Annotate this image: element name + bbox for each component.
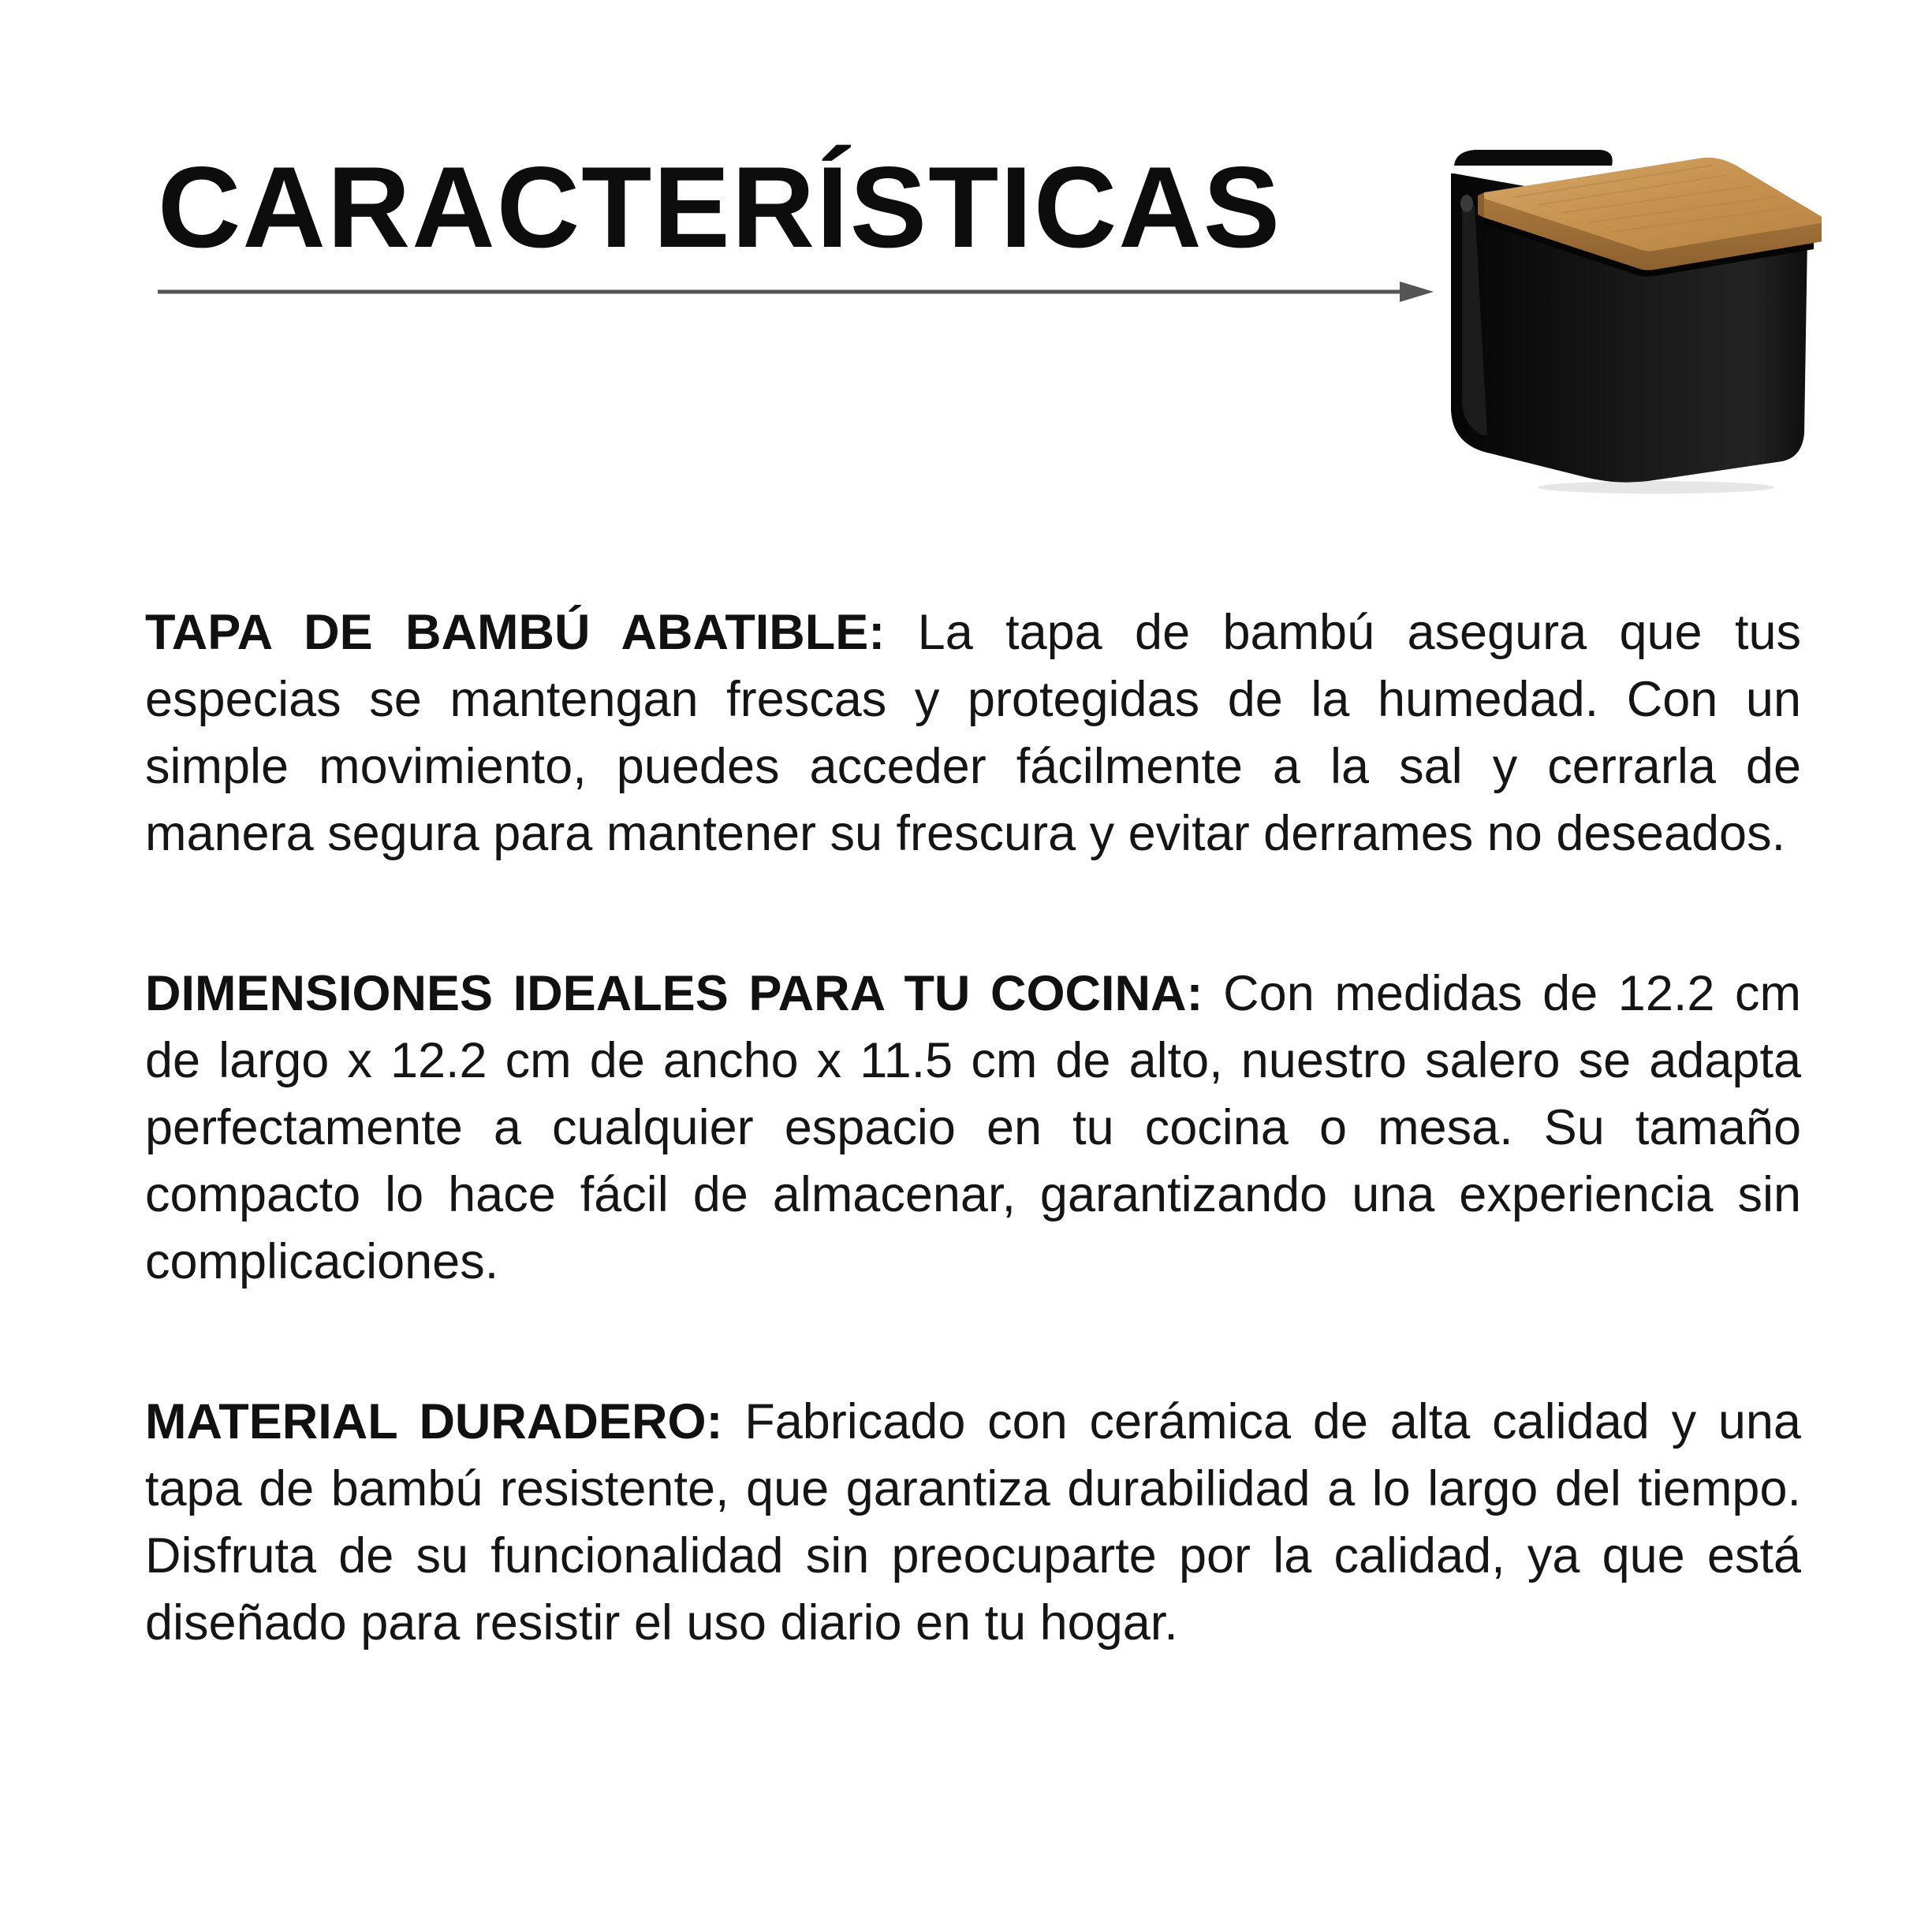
feature-description: Fabricado con cerámica de alta calidad y una tapa de bambú resistente, que garantiza durabilidad a lo largo del tiempo. Disfruta de su funcionalidad sin preocuparte por la calidad, ya que está diseñado para resistir el uso diario en tu hogar. <box>145 1394 1801 1650</box>
feature-description: La tapa de bambú asegura que tus especias se mantengan frescas y protegidas de la humedad. Con un simple movimiento, puedes acceder fácilmente a la sal y cerrarla de manera segura para mantener su frescura y evitar derrames no deseados. <box>145 605 1801 861</box>
feature-lid <box>145 599 1801 867</box>
feature-description: Con medidas de 12.2 cm de largo x 12.2 cm de ancho x 11.5 cm de alto, nuestro salero se adapta perfectamente a cualquier espacio en tu cocina o mesa. Su tamaño compacto lo hace fácil de almacenar, garantizando una experiencia sin complicaciones. <box>145 966 1801 1289</box>
feature-heading: DIMENSIONES IDEALES PARA TU COCINA: <box>145 966 1203 1021</box>
feature-material <box>145 1389 1801 1657</box>
salt-box-image <box>1443 142 1822 497</box>
feature-dimensions <box>145 960 1801 1296</box>
page-title: CARACTERÍSTICAS <box>158 143 1282 271</box>
arrow-right-icon <box>158 276 1435 308</box>
features-list <box>145 599 1801 1750</box>
feature-heading: TAPA DE BAMBÚ ABATIBLE: <box>145 605 886 660</box>
feature-heading: MATERIAL DURADERO: <box>145 1394 723 1449</box>
